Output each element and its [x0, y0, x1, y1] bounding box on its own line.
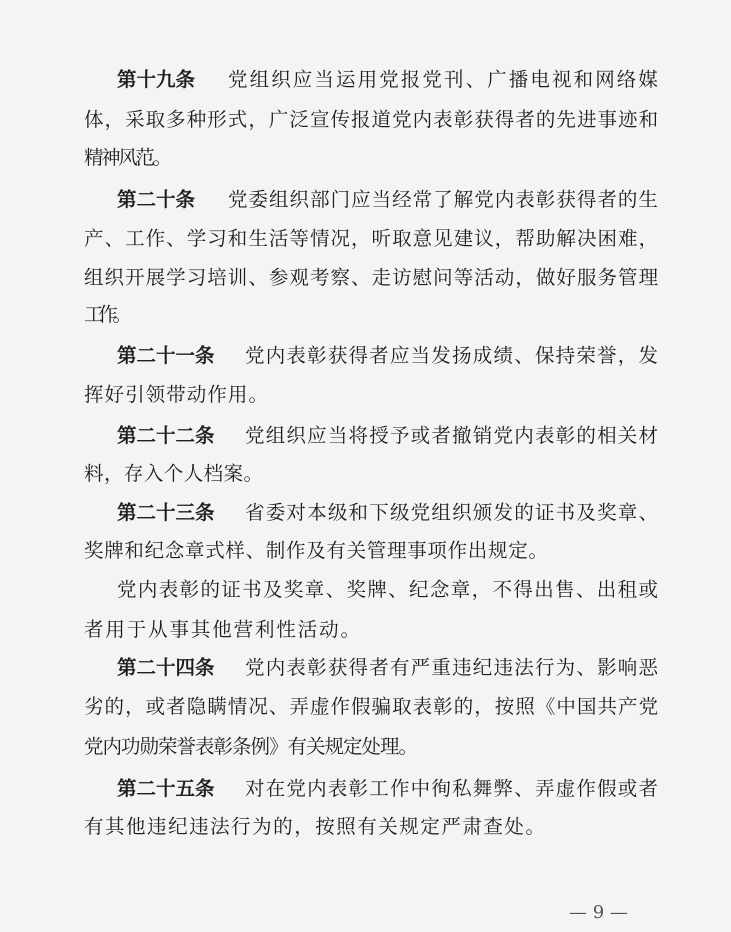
- page-number: — 9 —: [569, 902, 628, 923]
- article-text: 体，采取多种形式，广泛宣传报道党内表彰获得者的先进事迹和: [84, 108, 660, 131]
- article-heading-line: [0, 64, 731, 96]
- article-text: 组织开展学习培训、参观考察、走访慰问等活动，做好服务管理: [84, 266, 660, 289]
- article-text: 党委组织部门应当经常了解党内表彰获得者的生: [228, 188, 659, 211]
- article-text: 党组织应当将授予或者撤销党内表彰的相关材: [245, 424, 660, 447]
- article-text: 者用于从事其他营利性活动。: [84, 618, 362, 641]
- paragraph-line: [0, 614, 731, 646]
- article-heading-line: [0, 652, 731, 684]
- article-text: 料，存入个人档案。: [84, 462, 264, 485]
- article-number: 第二十五条: [117, 777, 215, 800]
- paragraph-line: [0, 535, 731, 567]
- article-text: 精神风范。: [84, 146, 170, 169]
- article-text: 劣的，或者隐瞒情况、弄虚作假骗取表彰的，按照《中国共产党: [84, 695, 660, 718]
- paragraph-line: [0, 574, 731, 606]
- paragraph-line: [0, 262, 731, 294]
- article-text: 产、工作、学习和生活等情况，听取意见建议，帮助解决困难，: [84, 227, 660, 250]
- article-heading-line: [0, 497, 731, 529]
- article-text: 党内表彰获得者应当发扬成绩、保持荣誉，发: [245, 344, 660, 367]
- article-text: 党组织应当运用党报党刊、广播电视和网络媒: [228, 68, 661, 91]
- article-heading-line: [0, 340, 731, 372]
- article-number: 第二十四条: [117, 656, 215, 679]
- article-text: 有其他违纪违法行为的，按照有关规定严肃查处。: [84, 815, 547, 838]
- paragraph-line: [0, 811, 731, 843]
- article-text: 工作。: [84, 303, 127, 326]
- article-text: 省委对本级和下级党组织颁发的证书及奖章、: [245, 501, 660, 524]
- paragraph-line: [0, 104, 731, 136]
- article-heading-line: [0, 773, 731, 805]
- paragraph-line: [0, 142, 731, 174]
- article-number: 第二十三条: [117, 501, 215, 524]
- article-number: 第二十二条: [117, 424, 215, 447]
- article-number: 第二十条: [117, 188, 196, 211]
- article-number: 第二十一条: [117, 344, 215, 367]
- article-text: 挥好引领带动作用。: [84, 383, 270, 406]
- paragraph-line: [0, 731, 731, 763]
- paragraph-line: [0, 299, 731, 331]
- article-heading-line: [0, 184, 731, 216]
- article-heading-line: [0, 420, 731, 452]
- article-text: 对在党内表彰工作中徇私舞弊、弄虚作假或者: [245, 777, 660, 800]
- paragraph-line: [0, 458, 731, 490]
- article-text: 党内表彰获得者有严重违纪违法行为、影响恶: [245, 656, 660, 679]
- article-number: 第十九条: [117, 68, 196, 91]
- article-text: 奖牌和纪念章式样、制作及有关管理事项作出规定。: [84, 539, 549, 562]
- paragraph-line: [0, 379, 731, 411]
- article-text: 党内功勋荣誉表彰条例》有关规定处理。: [84, 735, 418, 758]
- paragraph-line: [0, 223, 731, 255]
- article-text: 党内表彰的证书及奖章、奖牌、纪念章，不得出售、出租或: [117, 578, 660, 601]
- paragraph-line: [0, 691, 731, 723]
